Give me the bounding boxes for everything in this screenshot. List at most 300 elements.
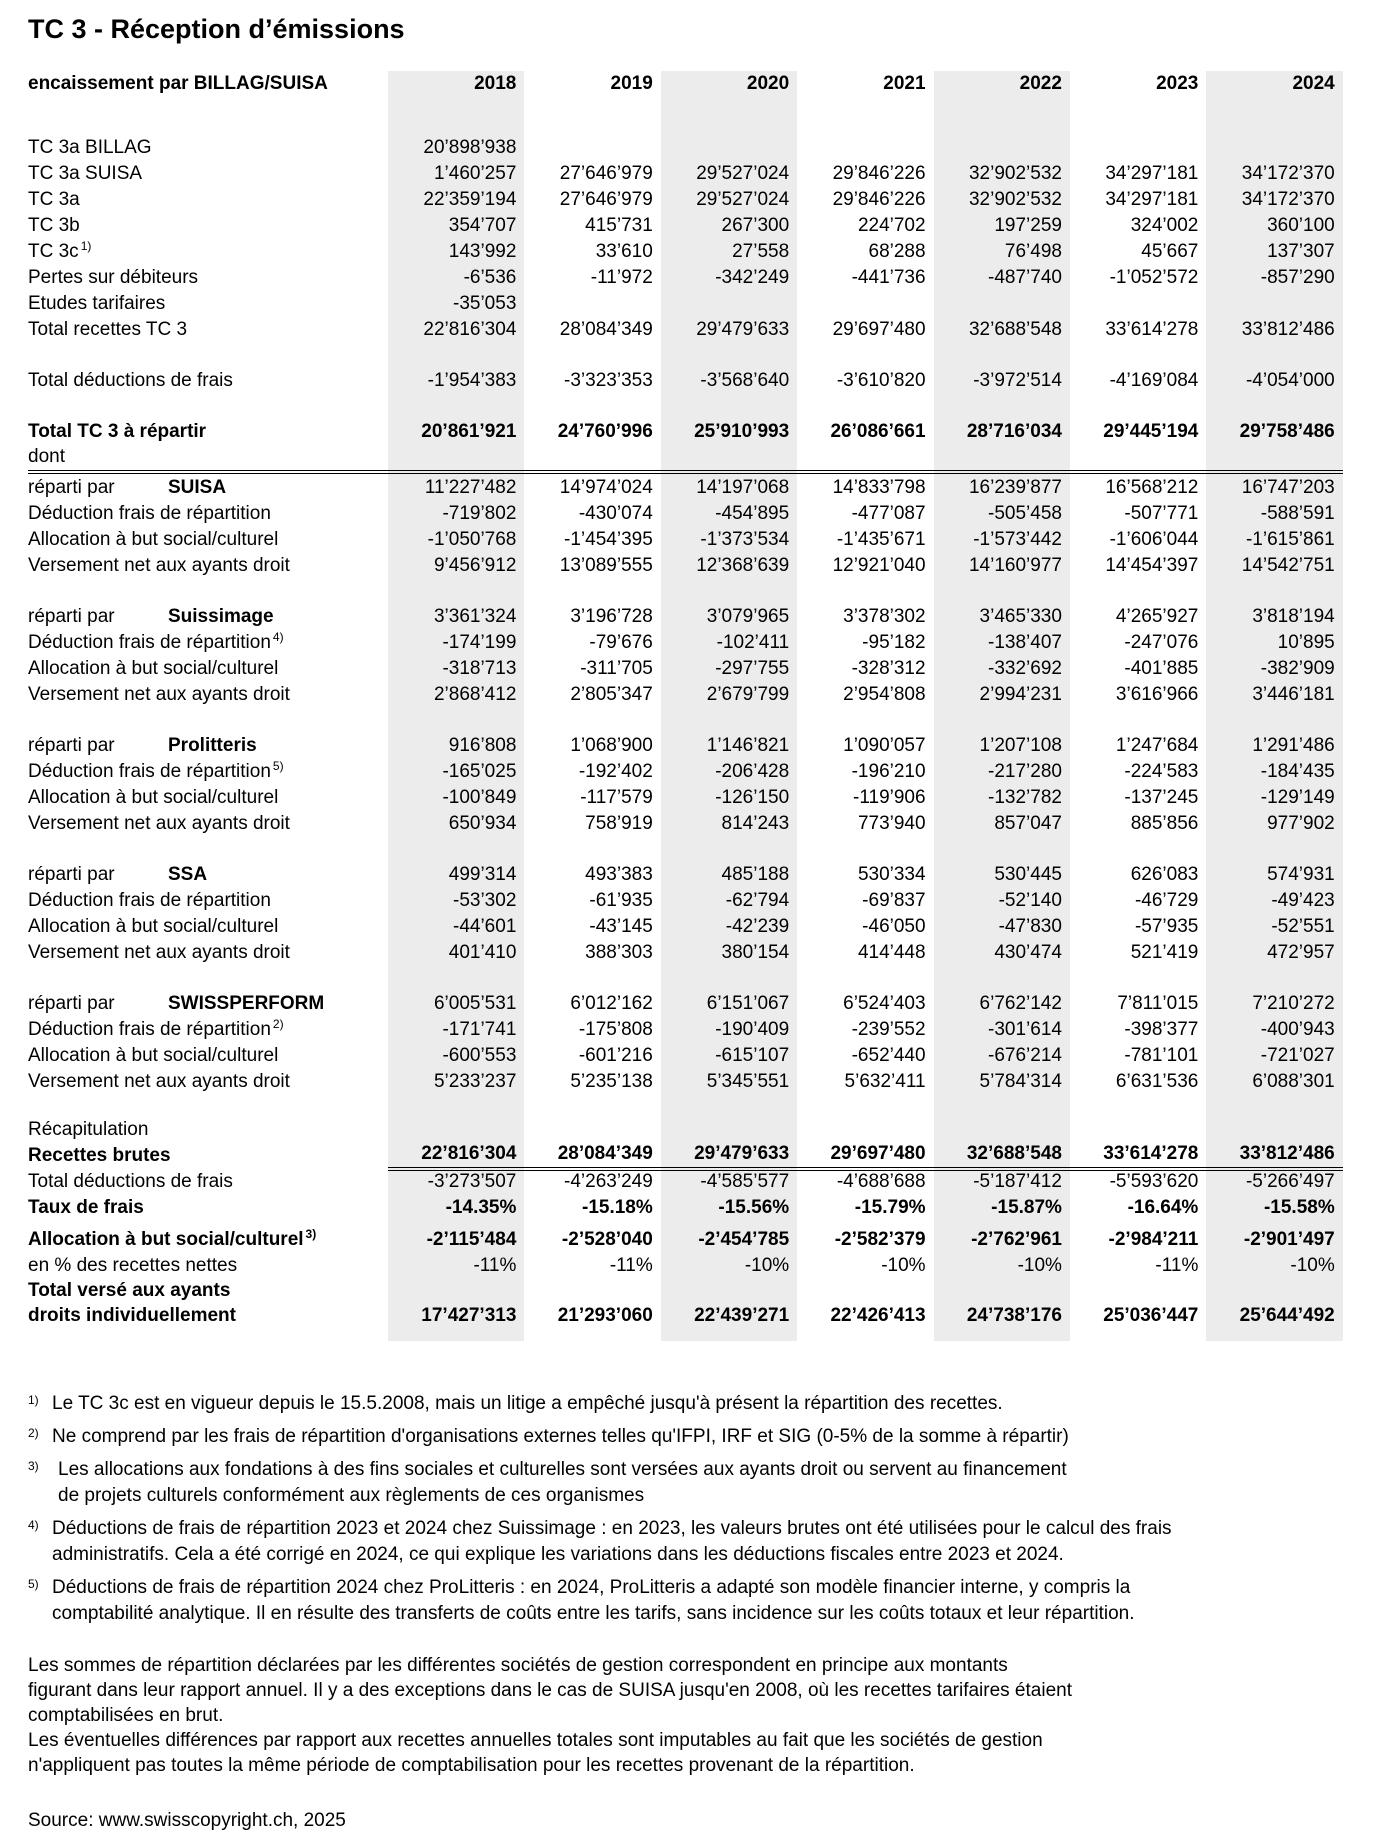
cell-value: 885’856 — [1130, 813, 1199, 834]
cell-value: 20’898’938 — [423, 137, 517, 158]
footnote-marker: 1) — [28, 1393, 39, 1407]
row-label-text: Versement net aux ayants droit — [28, 813, 290, 834]
row-label — [28, 1117, 388, 1143]
cell-value: 29’697’480 — [797, 1141, 933, 1171]
row-label-text: Pertes sur débiteurs — [28, 267, 199, 288]
cell-value: -1’954’383 — [427, 370, 517, 391]
row-label-text: TC 3a SUISA — [28, 163, 143, 184]
cell-value: -117’579 — [580, 787, 653, 808]
footnote — [28, 1575, 1354, 1627]
row-spacer — [28, 966, 1343, 991]
row-label-text: Versement net aux ayants droit — [28, 1071, 290, 1092]
footnote-ref: 1) — [80, 238, 92, 253]
cell-value: 1’090’057 — [843, 735, 926, 756]
footnote-marker: 4) — [28, 1518, 39, 1532]
cell-value: -53’302 — [453, 890, 517, 911]
cell-value: -4’054’000 — [1245, 370, 1335, 391]
cell-value: 17’427’313 — [421, 1305, 517, 1326]
row-label-text: réparti par — [28, 477, 115, 498]
cell-value: 6’005’531 — [433, 993, 517, 1014]
row-label — [28, 213, 388, 239]
row-label-text: Versement net aux ayants droit — [28, 942, 290, 963]
cell-value: 388’303 — [585, 942, 653, 963]
cell-value: -15.79% — [854, 1197, 926, 1218]
cell-value: 401’410 — [448, 942, 517, 963]
row-spacer — [28, 1329, 1343, 1341]
row-label — [28, 604, 388, 630]
row-label — [28, 553, 388, 579]
cell-value: -14.35% — [445, 1197, 517, 1218]
row-label — [28, 1017, 388, 1043]
cell-value: 24’760’996 — [557, 421, 653, 442]
row-label — [28, 501, 388, 527]
cell-value: 360’100 — [1267, 215, 1335, 236]
row-label-text: Allocation à but social/culturel — [28, 1229, 304, 1250]
cell-value: -505’458 — [988, 503, 1062, 524]
cell-value: 2’805’347 — [570, 684, 653, 705]
cell-value: -4’169’084 — [1109, 370, 1199, 391]
row-spacer — [28, 579, 1343, 604]
cell-value: -1’454’395 — [564, 529, 653, 550]
cell-value: 530’334 — [857, 864, 926, 885]
cell-value: 3’361’324 — [433, 606, 517, 627]
cell-value: 76’498 — [1004, 241, 1062, 262]
cell-value: -2’762’961 — [971, 1229, 1062, 1250]
cell-value: 29’479’633 — [661, 1141, 797, 1171]
row-label — [28, 1143, 388, 1169]
footnote-line: Les allocations aux fondations à des fins sociales et culturelles sont versées aux ayants droit ou servent au financement — [58, 1459, 1067, 1480]
cell-value: -129’149 — [1260, 787, 1335, 808]
cell-value: -10% — [881, 1255, 926, 1276]
row-spacer — [28, 1095, 1343, 1117]
cell-value: -311’705 — [580, 658, 653, 679]
cell-value: 2’868’412 — [433, 684, 517, 705]
cell-value: 27’646’979 — [559, 163, 653, 184]
cell-value: 3’616’966 — [1115, 684, 1199, 705]
cell-value: -11% — [473, 1255, 517, 1276]
cell-value: 34’297’181 — [1105, 189, 1199, 210]
cell-value: 27’646’979 — [559, 189, 653, 210]
notes-paragraph — [28, 1653, 1354, 1778]
row-label — [28, 1043, 388, 1069]
row-spacer — [28, 837, 1343, 862]
cell-value: 3’196’728 — [570, 606, 653, 627]
cell-value: -2’582’379 — [834, 1229, 926, 1250]
cell-value: 6’631’536 — [1115, 1071, 1199, 1092]
cell-value: 16’239’877 — [968, 477, 1062, 498]
row-label — [28, 1227, 388, 1253]
cell-value: 3’378’302 — [843, 606, 926, 627]
cell-value: -100’849 — [442, 787, 517, 808]
cell-value: -11’972 — [590, 267, 653, 288]
row-label-text: Allocation à but social/culturel — [28, 1045, 279, 1066]
table-row — [28, 1043, 1343, 1069]
cell-value: -11% — [1155, 1255, 1199, 1276]
cell-value: -1’373’534 — [700, 529, 790, 550]
row-label — [28, 1303, 388, 1329]
cell-value: 5’345’551 — [706, 1071, 790, 1092]
year-header: 2021 — [883, 73, 926, 94]
table-row — [28, 991, 1343, 1017]
cell-value: 14’160’977 — [968, 555, 1062, 576]
cell-value: -332’692 — [988, 658, 1062, 679]
cell-value: 29’527’024 — [696, 163, 790, 184]
table-body — [28, 101, 1343, 1341]
row-label — [28, 1278, 388, 1304]
cell-value: 14’197’068 — [696, 477, 790, 498]
cell-value: -477’087 — [851, 503, 926, 524]
cell-value: -102’411 — [716, 632, 790, 653]
footnote-ref: 4) — [272, 629, 284, 644]
cell-value: 6’012’162 — [570, 993, 653, 1014]
cell-value: -62’794 — [725, 890, 790, 911]
cell-value: 12’368’639 — [696, 555, 790, 576]
cell-value: -781’101 — [1124, 1045, 1199, 1066]
row-label — [28, 265, 388, 291]
row-label-text: Déduction frais de répartition — [28, 890, 271, 911]
note-line: comptabilisées en brut. — [28, 1705, 224, 1726]
table-row — [28, 161, 1343, 187]
cell-value: -652’440 — [851, 1045, 926, 1066]
cell-value: 7’811’015 — [1117, 993, 1199, 1014]
org-name: Suissimage — [168, 606, 274, 627]
cell-value: 25’910’993 — [694, 421, 790, 442]
footnote — [28, 1457, 1354, 1509]
note-line: Les éventuelles différences par rapport aux recettes annuelles totales sont imputables au fait que les sociétés de gestion — [28, 1730, 1043, 1751]
row-label-text: Allocation à but social/culturel — [28, 787, 279, 808]
cell-value: 29’445’194 — [1103, 421, 1199, 442]
cell-value: 22’816’304 — [423, 319, 517, 340]
cell-value: -192’402 — [578, 761, 653, 782]
footnote-line: de projets culturels conformément aux règlements de ces organismes — [58, 1485, 645, 1506]
cell-value: -454’895 — [715, 503, 790, 524]
table-row — [28, 239, 1343, 265]
cell-value: 1’291’486 — [1252, 735, 1335, 756]
note-line: n'appliquent pas toutes la même période de comptabilisation pour les recettes provenant de la répartition. — [28, 1755, 915, 1776]
row-label-text: Etudes tarifaires — [28, 293, 166, 314]
row-label-text: dont — [28, 446, 65, 467]
cell-value: 267’300 — [721, 215, 790, 236]
cell-value: 27’558 — [732, 241, 790, 262]
cell-value: 34’172’370 — [1241, 189, 1335, 210]
cell-value: -126’150 — [715, 787, 790, 808]
cell-value: 13’089’555 — [559, 555, 653, 576]
row-label-text: réparti par — [28, 606, 115, 627]
cell-value: -69’837 — [862, 890, 926, 911]
cell-value: 2’679’799 — [706, 684, 790, 705]
cell-value: 650’934 — [448, 813, 517, 834]
cell-value: 1’068’900 — [570, 735, 653, 756]
table-row — [28, 1143, 1343, 1169]
cell-value: -15.87% — [991, 1197, 1062, 1218]
note-line: figurant dans leur rapport annuel. Il y a des exceptions dans le cas de SUISA jusqu'en 2008, où les recettes tarifaires étaient — [28, 1680, 1072, 1701]
cell-value: -79’676 — [589, 632, 653, 653]
cell-value: -184’435 — [1260, 761, 1335, 782]
cell-value: -3’568’640 — [700, 370, 790, 391]
row-label — [28, 161, 388, 187]
table-row — [28, 213, 1343, 239]
cell-value: -1’052’572 — [1109, 267, 1199, 288]
cell-value: 22’816’304 — [388, 1141, 524, 1171]
cell-value: 137’307 — [1267, 241, 1335, 262]
cell-value: 7’210’272 — [1252, 993, 1335, 1014]
table-row — [28, 368, 1343, 394]
cell-value: 14’833’798 — [832, 477, 926, 498]
cell-value: 3’079’965 — [706, 606, 790, 627]
cell-value: -49’423 — [1271, 890, 1335, 911]
cell-value: 493’383 — [585, 864, 653, 885]
row-label-text: Total déductions de frais — [28, 370, 233, 391]
cell-value: -42’239 — [725, 916, 790, 937]
page-title: TC 3 - Réception d’émissions — [28, 14, 405, 44]
cell-value: -382’909 — [1260, 658, 1335, 679]
cell-value: 197’259 — [994, 215, 1062, 236]
cell-value: 3’818’194 — [1252, 606, 1335, 627]
cell-value: 143’992 — [448, 241, 517, 262]
row-label-text: Versement net aux ayants droit — [28, 555, 290, 576]
row-spacer — [28, 708, 1343, 733]
cell-value: -297’755 — [715, 658, 790, 679]
table-row — [28, 759, 1343, 785]
cell-value: -2’984’211 — [1108, 1229, 1199, 1250]
cell-value: -35’053 — [453, 293, 517, 314]
table-row — [28, 1253, 1343, 1279]
cell-value: -600’553 — [442, 1045, 517, 1066]
table-row — [28, 940, 1343, 966]
footnote-line: administratifs. Cela a été corrigé en 2024, ce qui explique les variations dans les déductions fiscales entre 2023 et 2024. — [52, 1544, 1064, 1565]
row-label — [28, 135, 388, 161]
cell-value: -95’182 — [862, 632, 926, 653]
row-label-text: en % des recettes nettes — [28, 1255, 238, 1276]
cell-value: -398’377 — [1124, 1019, 1199, 1040]
year-header: 2020 — [746, 73, 790, 94]
cell-value: 68’288 — [868, 241, 926, 262]
row-label-text: Déduction frais de répartition — [28, 1019, 271, 1040]
table-row — [28, 1227, 1343, 1253]
table-row — [28, 291, 1343, 317]
cell-value: 4’265’927 — [1115, 606, 1199, 627]
footnote — [28, 1391, 1354, 1417]
table-row — [28, 604, 1343, 630]
cell-value: 626’083 — [1130, 864, 1199, 885]
cell-value: -5’593’620 — [1109, 1171, 1199, 1192]
table-row — [28, 1303, 1343, 1329]
footnote-line: Le TC 3c est en vigueur depuis le 15.5.2008, mais un litige a empêché jusqu'à présent la répartition des recettes. — [52, 1393, 1003, 1414]
row-label — [28, 527, 388, 553]
year-header: 2022 — [1019, 73, 1062, 94]
cell-value: -6’536 — [463, 267, 517, 288]
cell-value: 6’151’067 — [706, 993, 790, 1014]
cell-value: -15.56% — [718, 1197, 790, 1218]
table-row — [28, 630, 1343, 656]
footnote-line: Ne comprend par les frais de répartition d'organisations externes telles qu'IFPI, IRF et SIG (0-5% de la somme à répartir) — [52, 1426, 1069, 1447]
table-row — [28, 1017, 1343, 1043]
org-name: SSA — [168, 864, 208, 885]
row-spacer — [28, 394, 1343, 419]
table-grid — [28, 71, 1343, 1341]
row-label — [28, 291, 388, 317]
table-row — [28, 914, 1343, 940]
cell-value: -247’076 — [1124, 632, 1199, 653]
cell-value: 1’247’684 — [1115, 735, 1199, 756]
footnote — [28, 1424, 1354, 1450]
cell-value: -165’025 — [442, 761, 517, 782]
cell-value: 814’243 — [721, 813, 790, 834]
cell-value: 6’524’403 — [843, 993, 926, 1014]
cell-value: -400’943 — [1260, 1019, 1335, 1040]
footnote-line: Déductions de frais de répartition 2024 chez ProLitteris : en 2024, ProLitteris a adapté son modèle financier interne, y compris la — [52, 1577, 1131, 1598]
cell-value: 25’644’492 — [1239, 1305, 1335, 1326]
cell-value: 14’454’397 — [1105, 555, 1199, 576]
row-label-text: TC 3c — [28, 241, 79, 262]
row-label — [28, 368, 388, 394]
cell-value: 29’846’226 — [832, 189, 926, 210]
table-row — [28, 1117, 1343, 1143]
cell-value: -10% — [1290, 1255, 1335, 1276]
cell-value: -5’187’412 — [973, 1171, 1062, 1192]
cell-value: 26’086’661 — [830, 421, 926, 442]
note-line: Les sommes de répartition déclarées par les différentes sociétés de gestion correspondent en principe aux montants — [28, 1655, 1008, 1676]
table-row — [28, 733, 1343, 759]
cell-value: 3’446’181 — [1252, 684, 1335, 705]
footnote-line: comptabilité analytique. Il en résulte des transferts de coûts entre les tarifs, sans incidence sur les coûts totaux et leur répartition. — [52, 1603, 1135, 1624]
row-label — [28, 940, 388, 966]
cell-value: -15.58% — [1263, 1197, 1335, 1218]
row-label — [28, 475, 388, 501]
cell-value: 22’359’194 — [423, 189, 517, 210]
cell-value: 5’784’314 — [979, 1071, 1062, 1092]
table-header-row — [28, 71, 1343, 101]
table-row — [28, 553, 1343, 579]
cell-value: -1’050’768 — [427, 529, 517, 550]
table-row — [28, 682, 1343, 708]
cell-value: -138’407 — [988, 632, 1062, 653]
row-label — [28, 914, 388, 940]
cell-value: -3’610’820 — [836, 370, 926, 391]
cell-value: 414’448 — [857, 942, 926, 963]
row-label — [28, 759, 388, 785]
row-label — [28, 733, 388, 759]
cell-value: 22’426’413 — [830, 1305, 926, 1326]
cell-value: 20’861’921 — [421, 421, 517, 442]
section-rule — [28, 470, 1343, 474]
cell-value: 45’667 — [1141, 241, 1199, 262]
cell-value: 33’614’278 — [1105, 319, 1199, 340]
cell-value: 324’002 — [1130, 215, 1199, 236]
row-label — [28, 630, 388, 656]
cell-value: -47’830 — [998, 916, 1062, 937]
row-label-text: Taux de frais — [28, 1197, 144, 1218]
table-row — [28, 656, 1343, 682]
cell-value: -52’140 — [998, 890, 1062, 911]
cell-value: -137’245 — [1124, 787, 1199, 808]
cell-value: 32’902’532 — [968, 189, 1062, 210]
cell-value: -217’280 — [988, 761, 1062, 782]
cell-value: 916’808 — [448, 735, 517, 756]
cell-value: 5’632’411 — [844, 1071, 926, 1092]
cell-value: 29’846’226 — [832, 163, 926, 184]
row-label-text: réparti par — [28, 993, 115, 1014]
cell-value: 29’758’486 — [1239, 421, 1335, 442]
table-row — [28, 317, 1343, 343]
cell-value: 3’465’330 — [979, 606, 1062, 627]
cell-value: -2’454’785 — [698, 1229, 790, 1250]
cell-value: 34’172’370 — [1241, 163, 1335, 184]
cell-value: 24’738’176 — [966, 1305, 1062, 1326]
cell-value: -1’606’044 — [1109, 529, 1199, 550]
org-name: Prolitteris — [168, 735, 257, 756]
cell-value: -3’323’353 — [564, 370, 653, 391]
cell-value: -1’573’442 — [973, 529, 1062, 550]
source-line: Source: www.swisscopyright.ch, 2025 — [28, 1810, 346, 1831]
cell-value: 415’731 — [585, 215, 653, 236]
cell-value: 16’568’212 — [1105, 477, 1199, 498]
cell-value: 32’688’548 — [934, 1141, 1070, 1171]
table-row — [28, 265, 1343, 291]
cell-value: -4’688’688 — [836, 1171, 926, 1192]
cell-value: 977’902 — [1267, 813, 1335, 834]
row-label — [28, 785, 388, 811]
revenue-table — [28, 71, 1343, 1341]
row-label — [28, 991, 388, 1017]
cell-value: 430’474 — [994, 942, 1062, 963]
row-label — [28, 888, 388, 914]
table-row — [28, 888, 1343, 914]
cell-value: -10% — [1017, 1255, 1062, 1276]
cell-value: 499’314 — [448, 864, 517, 885]
cell-value: 14’542’751 — [1241, 555, 1335, 576]
row-label-text: Déduction frais de répartition — [28, 632, 271, 653]
year-header: 2019 — [610, 73, 653, 94]
cell-value: 21’293’060 — [557, 1305, 653, 1326]
cell-value: 5’235’138 — [570, 1071, 653, 1092]
row-label-text: Total recettes TC 3 — [28, 319, 188, 340]
row-label — [28, 1069, 388, 1095]
cell-value: 28’716’034 — [966, 421, 1062, 442]
row-label-text: Total déductions de frais — [28, 1171, 233, 1192]
cell-value: -15.18% — [582, 1197, 653, 1218]
footnote-ref: 5) — [272, 758, 284, 773]
cell-value: 28’084’349 — [559, 319, 653, 340]
cell-value: 25’036’447 — [1103, 1305, 1199, 1326]
row-label-text: Déduction frais de répartition — [28, 761, 271, 782]
cell-value: 12’921’040 — [832, 555, 926, 576]
cell-value: -601’216 — [578, 1045, 653, 1066]
cell-value: -61’935 — [589, 890, 653, 911]
row-label-text: TC 3b — [28, 215, 80, 236]
cell-value: 32’902’532 — [968, 163, 1062, 184]
cell-value: -487’740 — [988, 267, 1062, 288]
cell-value: -318’713 — [442, 658, 517, 679]
cell-value: 1’207’108 — [979, 735, 1062, 756]
table-header-label: encaissement par BILLAG/SUISA — [28, 73, 328, 94]
table-row — [28, 135, 1343, 161]
cell-value: -401’885 — [1124, 658, 1199, 679]
cell-value: -44’601 — [453, 916, 517, 937]
table-row — [28, 1279, 1343, 1303]
cell-value: 6’762’142 — [979, 993, 1062, 1014]
row-label-text: Déduction frais de répartition — [28, 503, 271, 524]
cell-value: 1’460’257 — [433, 163, 517, 184]
row-label — [28, 682, 388, 708]
year-header: 2024 — [1292, 73, 1335, 94]
row-label — [28, 317, 388, 343]
cell-value: 28’084’349 — [524, 1141, 660, 1171]
footnotes — [28, 1391, 1354, 1627]
footnote-marker: 5) — [28, 1577, 39, 1591]
cell-value: 5’233’237 — [433, 1071, 517, 1092]
cell-value: 29’527’024 — [696, 189, 790, 210]
